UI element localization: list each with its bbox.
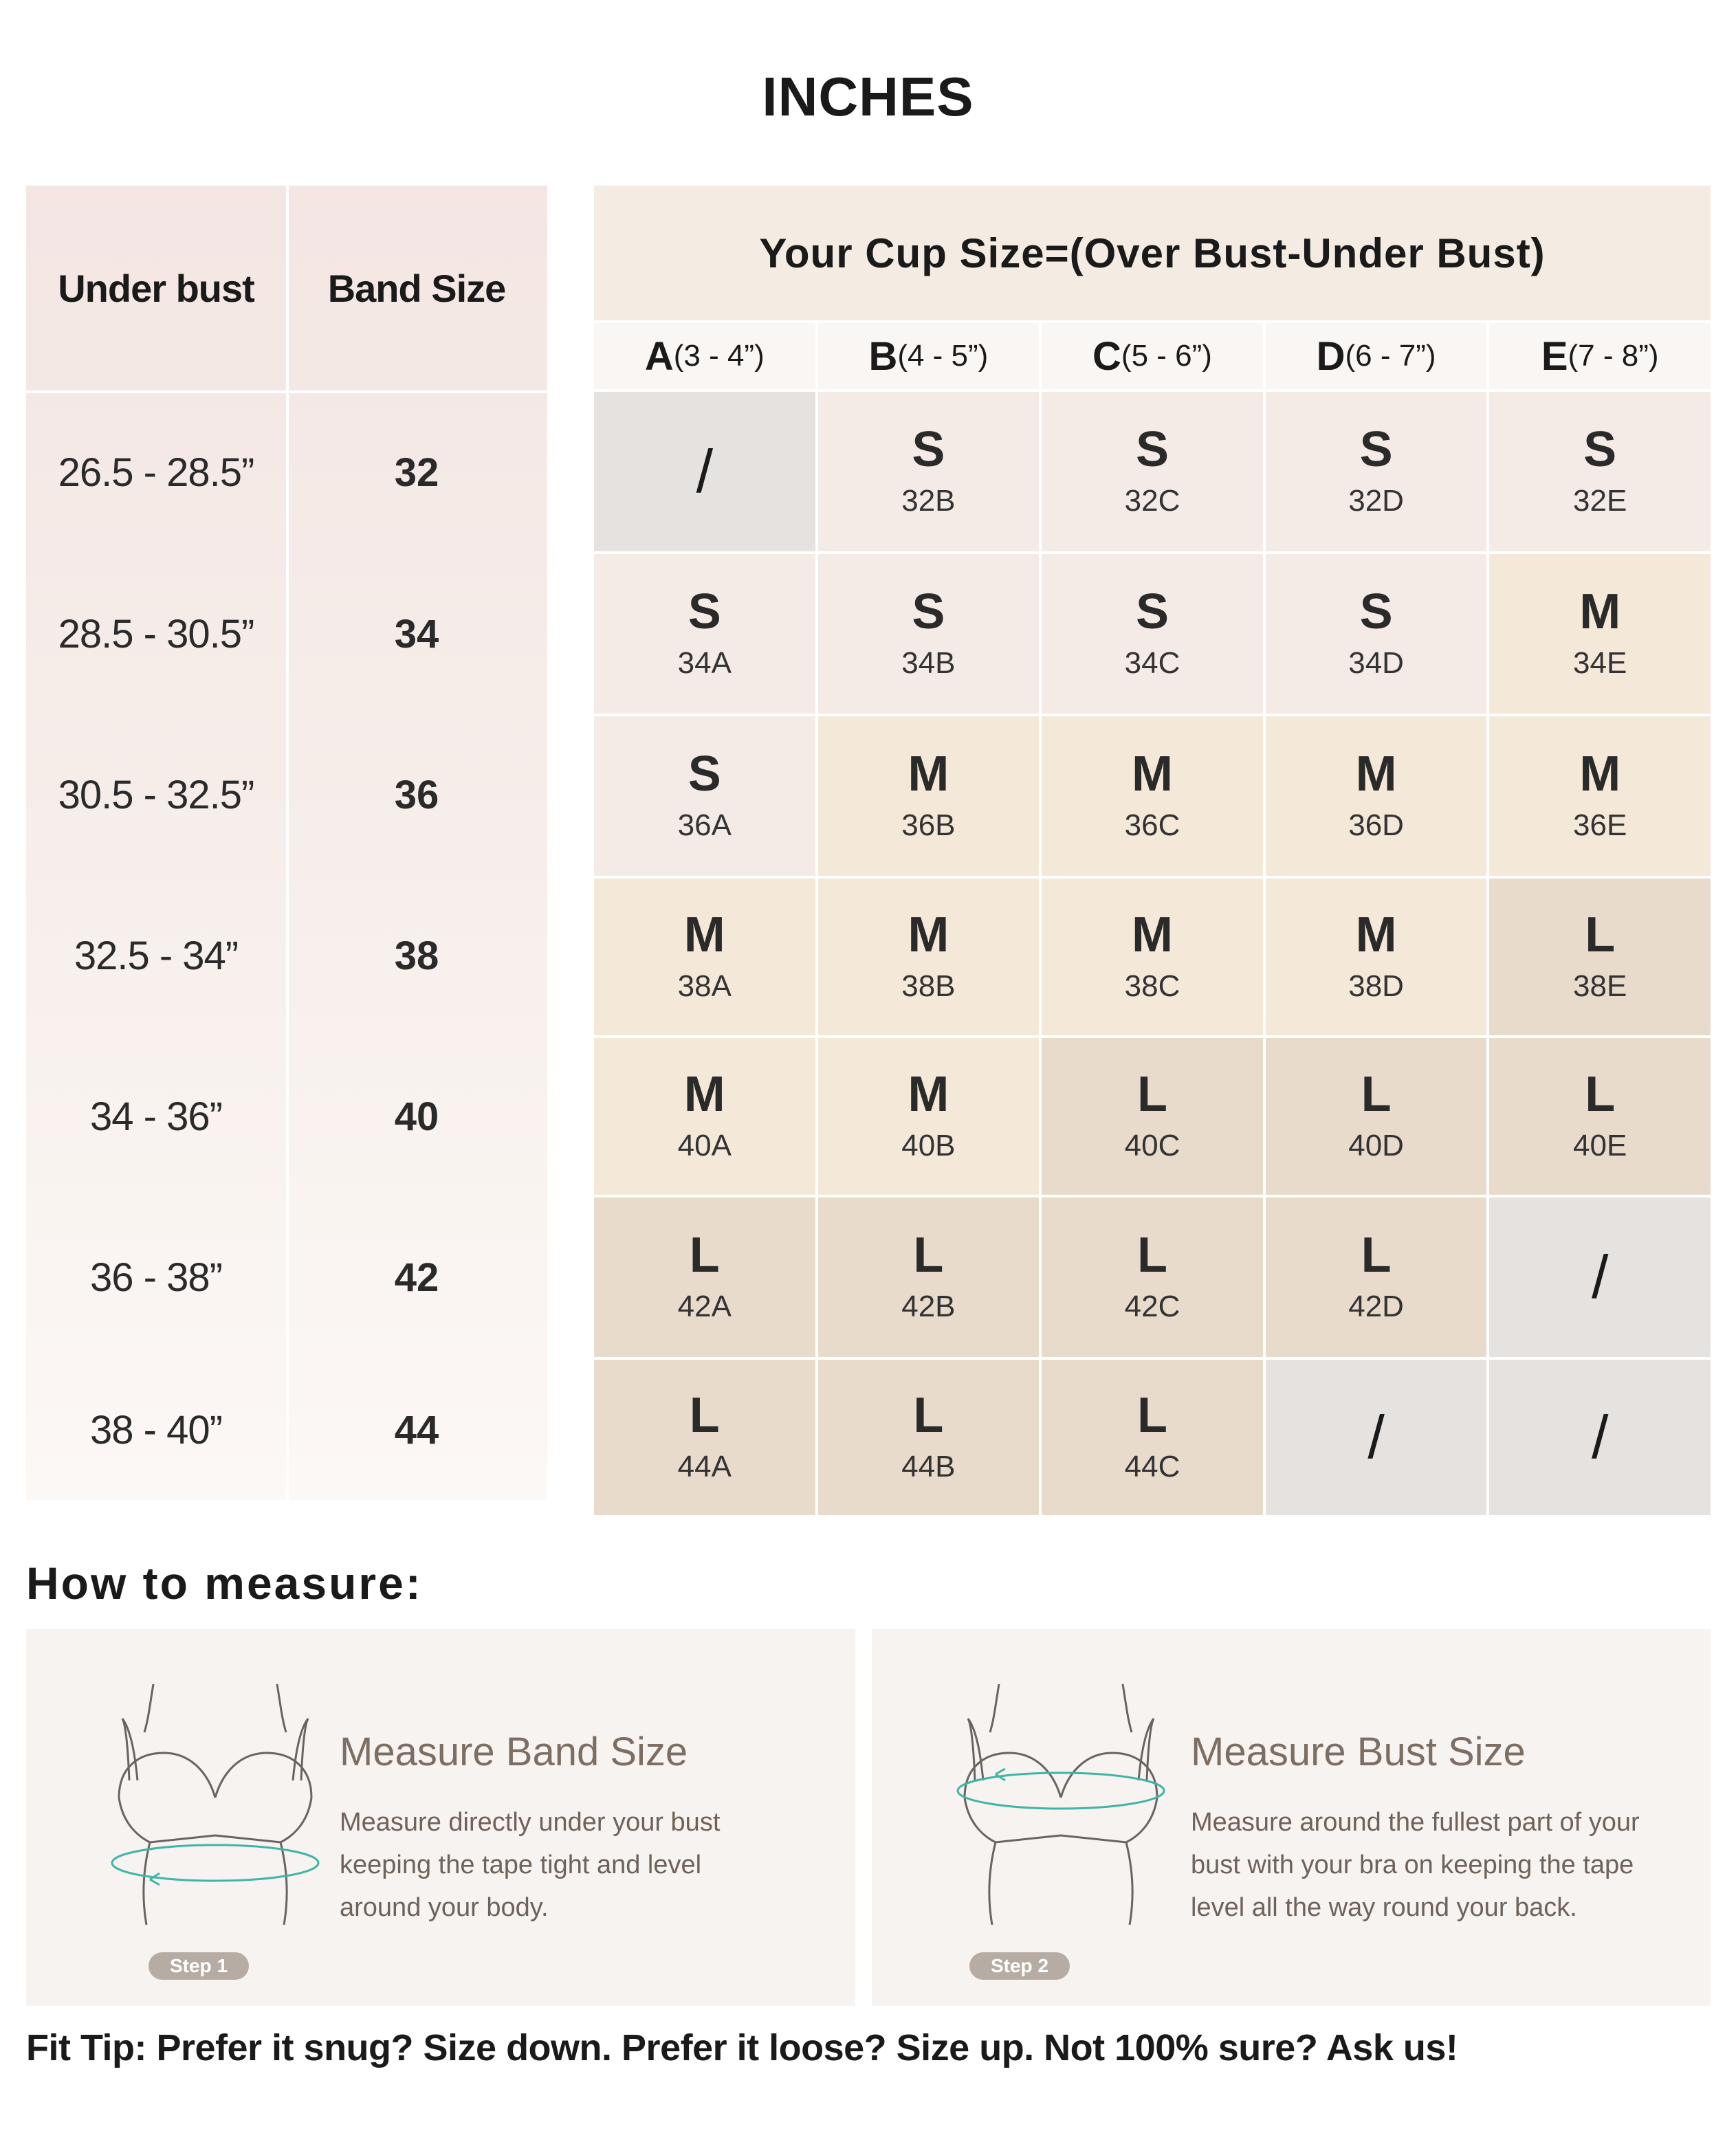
size-letter: L	[913, 1388, 944, 1443]
size-letter: M	[1355, 907, 1397, 962]
cup-range: (7 - 8”)	[1568, 339, 1659, 373]
cup-cell	[594, 554, 815, 714]
cup-column-e	[1489, 323, 1711, 389]
cup-column-a	[594, 323, 815, 389]
cup-cell	[594, 1038, 815, 1195]
cup-column-c	[1042, 323, 1263, 389]
measure-bust-line: bust with your bra on keeping the tape	[1191, 1851, 1634, 1879]
band-size-table	[26, 186, 547, 1500]
header-under-bust: Under bust	[58, 266, 254, 310]
size-letter: S	[912, 422, 945, 477]
unavailable-mark: /	[1591, 1403, 1609, 1471]
under-bust-value: 26.5 - 28.5”	[58, 450, 254, 495]
cup-cell	[1266, 879, 1487, 1035]
measure-bust-title: Measure Bust Size	[1191, 1730, 1526, 1774]
cup-cell	[818, 554, 1040, 714]
bra-size-code: 38C	[1124, 969, 1180, 1003]
measure-bust-card	[872, 1629, 1711, 2006]
cup-letter: D	[1316, 333, 1345, 379]
cup-cell	[1042, 554, 1263, 714]
cup-cell	[1266, 554, 1487, 714]
size-letter: S	[688, 584, 721, 639]
bra-size-code: 42A	[677, 1290, 732, 1323]
band-row	[26, 876, 547, 1035]
unavailable-mark: /	[696, 437, 714, 505]
band-row	[26, 555, 547, 713]
size-letter: M	[683, 1067, 725, 1122]
size-letter: L	[1585, 1067, 1616, 1122]
size-letter: M	[683, 907, 725, 962]
cup-cell	[1266, 1038, 1487, 1195]
under-bust-value: 36 - 38”	[90, 1255, 222, 1300]
cup-cell	[1266, 1197, 1487, 1357]
cup-cell	[1266, 716, 1487, 876]
size-letter: M	[1132, 747, 1173, 802]
bra-size-code: 34D	[1348, 646, 1404, 680]
size-letter: S	[912, 584, 945, 639]
cup-cell	[1489, 392, 1711, 551]
bra-size-code: 36B	[901, 808, 956, 842]
bra-size-code: 40C	[1124, 1129, 1180, 1162]
cup-cell	[1489, 1197, 1711, 1357]
cup-column-d	[1266, 323, 1487, 389]
under-bust-value: 34 - 36”	[90, 1094, 222, 1139]
cup-cell	[1266, 392, 1487, 551]
bra-size-code: 42C	[1124, 1290, 1180, 1323]
bra-size-code: 32C	[1124, 484, 1180, 518]
band-row	[26, 1198, 547, 1357]
under-bust-value: 38 - 40”	[90, 1407, 222, 1453]
bra-size-code: 32E	[1573, 484, 1627, 518]
unavailable-mark: /	[1591, 1243, 1609, 1311]
fit-tip: Fit Tip: Prefer it snug? Size down. Prefer it loose? Size up. Not 100% sure? Ask us!	[26, 2027, 1458, 2068]
size-letter: S	[1583, 422, 1617, 477]
header-band-size: Band Size	[327, 266, 506, 310]
cup-letter: A	[644, 333, 674, 379]
band-size-value: 40	[394, 1094, 439, 1139]
band-size-value: 38	[394, 933, 439, 978]
size-letter: L	[1361, 1067, 1392, 1122]
size-letter: L	[1361, 1228, 1392, 1283]
size-letter: S	[1135, 584, 1169, 639]
step-1-badge: Step 1	[149, 1952, 249, 1980]
bra-size-code: 38E	[1573, 969, 1627, 1003]
size-letter: L	[1585, 907, 1616, 962]
how-to-measure-heading: How to measure:	[26, 1558, 423, 1609]
cup-cell	[594, 392, 815, 551]
size-letter: L	[689, 1388, 720, 1443]
bra-band-measure-icon	[95, 1677, 336, 1939]
bra-size-code: 32B	[901, 484, 956, 518]
band-row	[26, 1360, 547, 1500]
cup-cell	[1042, 1038, 1263, 1195]
measure-band-text	[340, 1801, 720, 1929]
bra-size-code: 36D	[1348, 808, 1404, 842]
cup-column-b	[818, 323, 1040, 389]
cup-size-grid	[594, 392, 1711, 1515]
measure-bust-line: Measure around the fullest part of your	[1191, 1808, 1640, 1837]
bra-size-code: 44C	[1124, 1450, 1180, 1483]
size-letter: S	[688, 747, 721, 802]
cup-cell	[1042, 392, 1263, 551]
size-letter: L	[1137, 1067, 1167, 1122]
bra-size-code: 34A	[677, 646, 732, 680]
step-2-badge: Step 2	[969, 1952, 1070, 1980]
size-letter: M	[908, 907, 949, 962]
bra-size-code: 44B	[901, 1450, 956, 1483]
cup-cell	[594, 1197, 815, 1357]
bra-size-code: 40A	[677, 1129, 732, 1162]
cup-letter: C	[1092, 333, 1121, 379]
band-row	[26, 716, 547, 874]
band-row	[26, 393, 547, 552]
band-size-value: 32	[394, 450, 439, 495]
under-bust-value: 30.5 - 32.5”	[58, 772, 254, 817]
cup-range: (6 - 7”)	[1345, 339, 1436, 373]
bra-size-code: 40B	[901, 1129, 956, 1162]
cup-cell	[818, 879, 1040, 1035]
band-size-value: 44	[394, 1407, 439, 1453]
cup-cell	[1489, 716, 1711, 876]
bra-size-code: 34B	[901, 646, 956, 680]
unavailable-mark: /	[1367, 1403, 1385, 1471]
cup-size-table	[594, 186, 1711, 1500]
bra-size-code: 42B	[901, 1290, 956, 1323]
size-letter: L	[1137, 1388, 1167, 1443]
bra-size-code: 42D	[1348, 1290, 1404, 1323]
bra-size-code: 38B	[901, 969, 956, 1003]
measure-band-line: keeping the tape tight and level	[340, 1851, 702, 1879]
cup-cell	[1042, 1360, 1263, 1515]
size-letter: L	[913, 1228, 944, 1283]
size-letter: M	[1132, 907, 1173, 962]
measure-band-title: Measure Band Size	[340, 1730, 688, 1774]
cup-range: (4 - 5”)	[897, 339, 989, 373]
bra-bust-measure-icon	[927, 1677, 1167, 1939]
measure-band-line: around your body.	[340, 1893, 549, 1922]
measure-bust-text	[1191, 1801, 1640, 1929]
measure-bust-line: level all the way round your back.	[1191, 1893, 1577, 1922]
bra-size-code: 38A	[677, 969, 732, 1003]
page-title: INCHES	[762, 66, 974, 127]
band-size-value: 42	[394, 1255, 439, 1300]
size-letter: S	[1135, 422, 1169, 477]
size-letter: M	[908, 1067, 949, 1122]
cup-cell	[1042, 879, 1263, 1035]
cup-cell	[1489, 879, 1711, 1035]
cup-cell	[594, 716, 815, 876]
band-row	[26, 1037, 547, 1195]
bra-size-code: 40D	[1348, 1129, 1404, 1162]
cup-cell	[818, 1197, 1040, 1357]
cup-cell	[594, 879, 815, 1035]
size-letter: L	[689, 1228, 720, 1283]
size-letter: S	[1359, 584, 1393, 639]
cup-cell	[594, 1360, 815, 1515]
size-letter: M	[1579, 584, 1621, 639]
size-letter: M	[1355, 747, 1397, 802]
cup-cell	[1042, 716, 1263, 876]
cup-range: (3 - 4”)	[673, 339, 765, 373]
size-letter: M	[908, 747, 949, 802]
cup-size-header: Your Cup Size=(Over Bust-Under Bust)	[594, 186, 1711, 320]
band-size-value: 36	[394, 772, 439, 817]
cup-column-headers	[594, 323, 1711, 389]
size-letter: L	[1137, 1228, 1167, 1283]
bra-size-code: 36C	[1124, 808, 1180, 842]
cup-cell	[818, 1360, 1040, 1515]
under-bust-value: 28.5 - 30.5”	[58, 611, 254, 656]
cup-cell	[1266, 1360, 1487, 1515]
cup-cell	[818, 716, 1040, 876]
size-letter: S	[1359, 422, 1393, 477]
cup-cell	[818, 392, 1040, 551]
bra-size-code: 34E	[1573, 646, 1627, 680]
cup-cell	[1042, 1197, 1263, 1357]
measure-band-line: Measure directly under your bust	[340, 1808, 721, 1837]
bra-size-code: 36E	[1573, 808, 1627, 842]
bra-size-code: 38D	[1348, 969, 1404, 1003]
cup-cell	[818, 1038, 1040, 1195]
bra-size-code: 34C	[1124, 646, 1180, 680]
cup-letter: E	[1541, 333, 1568, 379]
under-bust-value: 32.5 - 34”	[74, 933, 239, 978]
cup-letter: B	[868, 333, 898, 379]
cup-cell	[1489, 554, 1711, 714]
cup-cell	[1489, 1360, 1711, 1515]
cup-cell	[1489, 1038, 1711, 1195]
bra-size-code: 44A	[677, 1450, 732, 1483]
bra-size-code: 40E	[1573, 1129, 1627, 1162]
bra-size-code: 32D	[1348, 484, 1404, 518]
bra-size-code: 36A	[677, 808, 732, 842]
measure-band-card	[26, 1629, 855, 2006]
size-letter: M	[1579, 747, 1621, 802]
cup-range: (5 - 6”)	[1121, 339, 1212, 373]
band-size-value: 34	[394, 611, 439, 656]
